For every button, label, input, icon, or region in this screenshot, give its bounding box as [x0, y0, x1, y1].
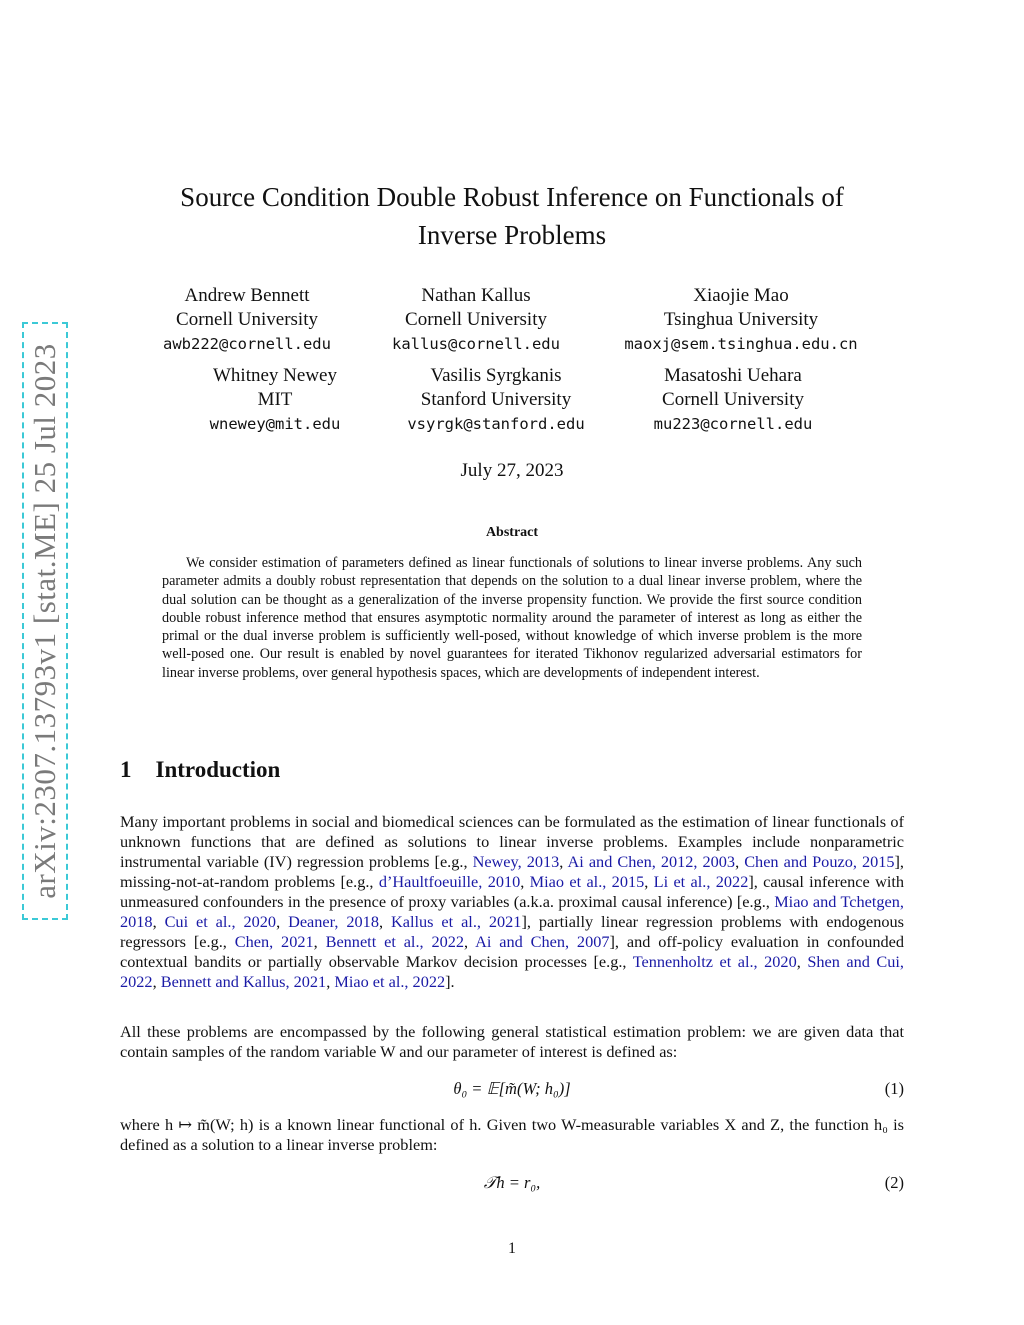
- equation-number: (1): [884, 1079, 904, 1098]
- citation-link[interactable]: Ai and Chen, 2012, 2003: [567, 852, 736, 871]
- arxiv-sidebar-stamp: [22, 322, 68, 920]
- author-email: awb222@cornell.edu: [163, 335, 331, 353]
- section-number: 1: [120, 757, 132, 782]
- citation-link[interactable]: Cui et al., 2020: [164, 912, 277, 931]
- paragraph-text: ,: [464, 932, 476, 951]
- citation-link[interactable]: Miao et al., 2022: [334, 972, 446, 991]
- author-affiliation: Stanford University: [420, 389, 572, 410]
- author-affiliation: Cornell University: [176, 309, 318, 330]
- paragraph-text: ].: [445, 972, 455, 991]
- author-name: Xiaojie Mao: [693, 285, 789, 306]
- paragraph-text: Many important problems in social and biomedical sciences can be formulated as the estimation of linear functionals of unknown functions that are defined as solutions to linear inverse problems. Examples include nonparametric instrumental variable (IV) regression problems [e.g.,: [120, 812, 904, 871]
- paragraph-text: ,: [796, 952, 808, 971]
- citation-link[interactable]: d’Haultfoeuille, 2010: [378, 872, 521, 891]
- paragraph-text: ], and off-policy evaluation in confounded contextual bandits or partially observable Markov decision processes [e.g.,: [120, 932, 904, 971]
- paragraph-text: ,: [644, 872, 654, 891]
- author-email: maoxj@sem.tsinghua.edu.cn: [624, 335, 858, 353]
- citation-link[interactable]: Bennett and Kallus, 2021: [160, 972, 327, 991]
- intro-paragraph-3: where h ↦ m̃(W; h) is a known linear functional of h. Given two W-measurable variables X and Z, the function h₀ is defined as a solution to a linear inverse problem:: [120, 1115, 904, 1154]
- paragraph-text: ,: [326, 972, 335, 991]
- paragraph-text: ,: [378, 912, 391, 931]
- paragraph-text: ], causal inference with unmeasured confounders in the presence of proxy variables (a.k.a. proximal causal inference) [e.g.,: [120, 872, 905, 911]
- abstract-heading: Abstract: [485, 525, 539, 540]
- paragraph-text: ,: [559, 852, 568, 871]
- citation-link[interactable]: Newey, 2013: [472, 852, 560, 871]
- citation-link[interactable]: Miao et al., 2015: [529, 872, 645, 891]
- author-name: Vasilis Syrgkanis: [430, 365, 562, 386]
- author-affiliation: Cornell University: [405, 309, 547, 330]
- author-email: kallus@cornell.edu: [392, 335, 560, 353]
- page-number: 1: [508, 1240, 516, 1257]
- author-block: [366, 364, 626, 436]
- citation-link[interactable]: Bennett et al., 2022: [325, 932, 465, 951]
- citation-link[interactable]: Shen and Cui, 2022: [120, 952, 905, 991]
- citation-link[interactable]: Chen and Pouzo, 2015: [744, 852, 895, 871]
- author-affiliation: MIT: [257, 389, 293, 410]
- author-email: vsyrgk@stanford.edu: [407, 415, 585, 433]
- citation-link[interactable]: Li et al., 2022: [653, 872, 749, 891]
- arxiv-identifier: arXiv:2307.13793v1 [stat.ME] 25 Jul 2023: [27, 343, 63, 899]
- paragraph-text: ,: [276, 912, 289, 931]
- section-heading: [120, 757, 280, 783]
- paragraph-text: ,: [152, 972, 161, 991]
- author-email: mu223@cornell.edu: [653, 415, 813, 433]
- author-affiliation: Cornell University: [662, 389, 804, 410]
- author-block: [603, 364, 863, 436]
- citation-link[interactable]: Ai and Chen, 2007: [475, 932, 610, 951]
- author-block: [595, 284, 887, 356]
- citation-link[interactable]: Kallus et al., 2021: [390, 912, 522, 931]
- citation-link[interactable]: Miao and Tchetgen, 2018: [120, 892, 904, 931]
- paragraph-text: ,: [520, 872, 530, 891]
- author-affiliation: Tsinghua University: [663, 309, 819, 330]
- equation-expression: 𝒯h = r₀,: [483, 1173, 541, 1192]
- intro-paragraph-2: All these problems are encompassed by the following general statistical estimation problem: we are given data that contain samples of the random variable W and our parameter of interest is defined as:: [120, 1022, 904, 1061]
- equation-expression: θ₀ = 𝔼[m̃(W; h₀)]: [453, 1079, 571, 1098]
- intro-paragraph-1: [120, 812, 904, 992]
- equation-number: (2): [884, 1173, 904, 1192]
- paragraph-text: ,: [735, 852, 745, 871]
- author-block: [117, 284, 377, 356]
- paragraph-text: ], missing-not-at-random problems [e.g.,: [120, 852, 905, 891]
- paragraph-text: ,: [313, 932, 326, 951]
- section-title: Introduction: [155, 757, 281, 782]
- publication-date: July 27, 2023: [460, 460, 564, 481]
- paragraph-text: ], partially linear regression problems with endogenous regressors [e.g.,: [120, 912, 905, 951]
- author-name: Masatoshi Uehara: [664, 365, 802, 386]
- author-name: Nathan Kallus: [421, 285, 531, 306]
- author-block: [346, 284, 606, 356]
- citation-link[interactable]: Tennenholtz et al., 2020: [632, 952, 797, 971]
- paper-title: [120, 178, 904, 254]
- citation-link[interactable]: Deaner, 2018: [288, 912, 379, 931]
- author-email: wnewey@mit.edu: [209, 415, 341, 433]
- abstract-text: We consider estimation of parameters defined as linear functionals of solutions to linear inverse problems. Any such parameter admits a doubly robust representation that depends on the solution to a dual linear inverse problem, where the dual solution can be thought as a generalization of the inverse propensity function. We provide the first source condition double robust inference method that ensures asymptotic normality around the parameter of interest as long as either the primal or the dual inverse problem is sufficiently well-posed, without knowledge of which inverse problem is the more well-posed one. Our result is enabled by novel guarantees for iterated Tikhonov regularized adversarial estimators for linear inverse problems, over general hypothesis spaces, which are developments of independent interest.: [162, 555, 862, 681]
- citation-link[interactable]: Chen, 2021: [234, 932, 314, 951]
- title-line-2: Inverse Problems: [417, 220, 607, 250]
- author-name: Andrew Bennett: [184, 285, 310, 306]
- title-line-1: Source Condition Double Robust Inference on Functionals of: [180, 182, 844, 212]
- paragraph-text: ,: [152, 912, 165, 931]
- author-name: Whitney Newey: [213, 365, 337, 386]
